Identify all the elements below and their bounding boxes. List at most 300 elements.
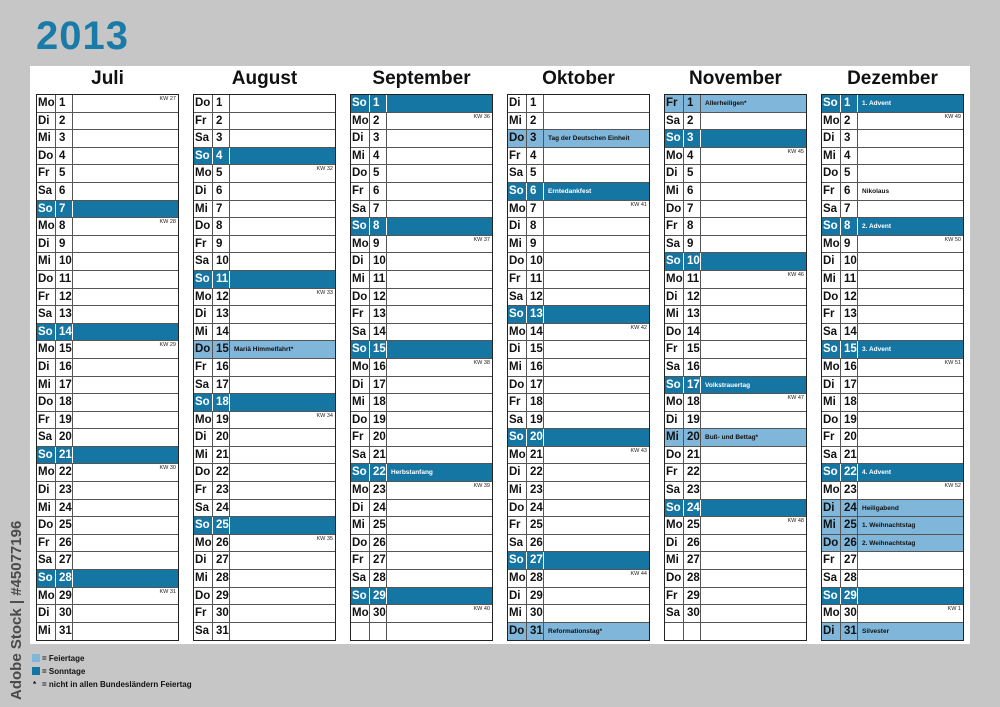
day-number: 30 (841, 605, 858, 622)
day-number: 30 (370, 605, 387, 622)
day-row (351, 359, 492, 377)
day-row (37, 148, 178, 166)
day-grid (350, 94, 493, 641)
weekday-label: Di (351, 500, 370, 517)
day-row (665, 552, 806, 570)
day-number: 9 (370, 236, 387, 253)
weekday-label: Di (37, 236, 56, 253)
weekday-label: Fr (508, 148, 527, 165)
weekday-label: So (822, 588, 841, 605)
day-row (508, 605, 649, 623)
day-number: 8 (841, 218, 858, 235)
day-number: 2 (841, 113, 858, 130)
weekday-label: So (37, 447, 56, 464)
day-number: 31 (213, 623, 230, 641)
legend-marker: * (33, 680, 37, 689)
weekday-label: Fr (822, 552, 841, 569)
day-number: 29 (56, 588, 73, 605)
week-number: KW 51 (944, 359, 961, 366)
weekday-label: Di (508, 95, 527, 112)
weekday-label: Do (665, 324, 684, 341)
weekday-label: So (508, 552, 527, 569)
day-row (665, 517, 806, 535)
day-number: 20 (684, 429, 701, 446)
weekday-label: Sa (37, 552, 56, 569)
day-row (665, 570, 806, 588)
day-number: 10 (56, 253, 73, 270)
day-number: 13 (56, 306, 73, 323)
weekday-label: Di (194, 429, 213, 446)
day-number: 1 (841, 95, 858, 112)
day-number: 28 (213, 570, 230, 587)
day-number: 5 (56, 165, 73, 182)
day-row (508, 289, 649, 307)
day-row (508, 570, 649, 588)
day-number (684, 623, 701, 641)
day-number: 28 (841, 570, 858, 587)
day-row (665, 236, 806, 254)
day-row (665, 306, 806, 324)
day-number: 5 (527, 165, 544, 182)
day-number: 4 (370, 148, 387, 165)
weekday-label: So (37, 324, 56, 341)
day-number: 6 (56, 183, 73, 200)
day-number: 19 (56, 412, 73, 429)
day-row (665, 412, 806, 430)
day-number: 21 (527, 447, 544, 464)
day-number: 12 (370, 289, 387, 306)
day-row (351, 623, 492, 641)
week-number: KW 43 (630, 447, 647, 454)
day-number: 18 (370, 394, 387, 411)
legend-label: = Feiertage (42, 654, 85, 663)
day-row (822, 306, 963, 324)
day-row (508, 517, 649, 535)
day-number: 14 (527, 324, 544, 341)
day-row (665, 289, 806, 307)
weekday-label: Fr (822, 429, 841, 446)
weekday-label: Di (37, 482, 56, 499)
weekday-label: Do (822, 412, 841, 429)
weekday-label: Fr (665, 341, 684, 358)
day-number: 16 (213, 359, 230, 376)
weekday-label: Mi (822, 271, 841, 288)
weekday-label: Fr (665, 218, 684, 235)
weekday-label: Do (194, 218, 213, 235)
weekday-label: Do (822, 535, 841, 552)
holiday-note: 3. Advent (862, 346, 892, 354)
day-row (37, 552, 178, 570)
day-row (37, 113, 178, 131)
day-number: 10 (684, 253, 701, 270)
day-row (665, 95, 806, 113)
day-number: 10 (527, 253, 544, 270)
day-grid (193, 94, 336, 641)
day-number: 1 (56, 95, 73, 112)
day-row (508, 464, 649, 482)
weekday-label: So (822, 95, 841, 112)
weekday-label: Sa (822, 324, 841, 341)
weekday-label: Mi (665, 183, 684, 200)
weekday-label: Di (822, 253, 841, 270)
day-number: 14 (56, 324, 73, 341)
day-number: 12 (213, 289, 230, 306)
holiday-note: Buß- und Bettag* (705, 434, 759, 442)
day-row (508, 130, 649, 148)
weekday-label: So (508, 183, 527, 200)
day-row (508, 377, 649, 395)
holiday-note: Reformationstag* (548, 627, 603, 635)
day-row (508, 588, 649, 606)
weekday-label: Mi (508, 359, 527, 376)
day-number: 19 (841, 412, 858, 429)
weekday-label: Do (665, 570, 684, 587)
weekday-label: Sa (822, 570, 841, 587)
weekday-label: Fr (37, 289, 56, 306)
day-row (37, 570, 178, 588)
weekday-label: Di (351, 253, 370, 270)
day-number: 6 (527, 183, 544, 200)
day-number: 21 (684, 447, 701, 464)
day-row (351, 447, 492, 465)
weekday-label: Mi (37, 130, 56, 147)
day-row (351, 95, 492, 113)
day-row (194, 130, 335, 148)
day-row (194, 271, 335, 289)
day-number: 9 (56, 236, 73, 253)
day-number: 29 (841, 588, 858, 605)
day-number: 23 (213, 482, 230, 499)
weekday-label: Sa (194, 377, 213, 394)
weekday-label: Mo (194, 289, 213, 306)
day-number: 26 (213, 535, 230, 552)
weekday-label (351, 623, 370, 641)
day-row (508, 253, 649, 271)
day-row (351, 218, 492, 236)
weekday-label: Sa (37, 306, 56, 323)
week-number: KW 41 (630, 201, 647, 208)
day-number: 26 (370, 535, 387, 552)
day-number: 30 (527, 605, 544, 622)
day-number: 17 (213, 377, 230, 394)
week-number: KW 48 (787, 518, 804, 525)
day-number: 1 (213, 95, 230, 112)
weekday-label: Mo (508, 447, 527, 464)
weekday-label: Sa (822, 447, 841, 464)
weekday-label: Do (822, 165, 841, 182)
day-number: 25 (370, 517, 387, 534)
day-number: 15 (370, 341, 387, 358)
weekday-label: Mo (37, 95, 56, 112)
day-row (665, 183, 806, 201)
day-number: 19 (370, 412, 387, 429)
day-number: 13 (841, 306, 858, 323)
day-number: 8 (213, 218, 230, 235)
day-row (665, 588, 806, 606)
weekday-label: Mo (37, 341, 56, 358)
day-row (822, 464, 963, 482)
weekday-label: Sa (351, 324, 370, 341)
day-number: 18 (684, 394, 701, 411)
day-number: 27 (527, 552, 544, 569)
weekday-label: Sa (665, 236, 684, 253)
day-row (822, 552, 963, 570)
day-number: 4 (56, 148, 73, 165)
weekday-label: Mo (508, 201, 527, 218)
day-row (194, 447, 335, 465)
weekday-label: Mi (665, 306, 684, 323)
week-number: KW 27 (159, 96, 176, 102)
day-number: 12 (527, 289, 544, 306)
weekday-label: Di (508, 588, 527, 605)
legend-item (32, 678, 192, 691)
day-row (37, 412, 178, 430)
day-row (351, 113, 492, 131)
day-number: 11 (841, 271, 858, 288)
day-row (194, 218, 335, 236)
day-number: 30 (684, 605, 701, 622)
weekday-label: Mi (508, 482, 527, 499)
weekday-label: Di (665, 535, 684, 552)
day-number: 4 (213, 148, 230, 165)
day-row (508, 535, 649, 553)
weekday-label: Di (351, 377, 370, 394)
month-name: September (372, 68, 471, 89)
weekday-label: Sa (351, 447, 370, 464)
day-number: 9 (684, 236, 701, 253)
weekday-label: Sa (351, 570, 370, 587)
day-row (194, 412, 335, 430)
weekday-label: Mi (37, 253, 56, 270)
day-number: 31 (56, 623, 73, 641)
day-row (37, 201, 178, 219)
day-row (194, 570, 335, 588)
legend-label: = nicht in allen Bundesländern Feiertag (42, 680, 192, 689)
day-row (665, 324, 806, 342)
weekday-label: Do (194, 341, 213, 358)
weekday-label: Mi (194, 447, 213, 464)
day-number: 15 (213, 341, 230, 358)
day-number: 2 (370, 113, 387, 130)
weekday-label: Mi (194, 201, 213, 218)
day-number: 19 (213, 412, 230, 429)
weekday-label: Mi (194, 570, 213, 587)
day-row (665, 113, 806, 131)
day-number: 1 (684, 95, 701, 112)
weekday-label: So (37, 570, 56, 587)
legend (32, 652, 192, 691)
day-number: 3 (841, 130, 858, 147)
week-number: KW 30 (159, 465, 176, 472)
legend-item (32, 665, 192, 678)
day-row (665, 218, 806, 236)
day-number: 20 (370, 429, 387, 446)
weekday-label: Sa (37, 183, 56, 200)
day-row (822, 130, 963, 148)
week-number: KW 39 (473, 483, 490, 490)
day-row (351, 394, 492, 412)
day-row (822, 95, 963, 113)
weekday-label: So (665, 377, 684, 394)
day-number: 12 (684, 289, 701, 306)
weekday-label: Di (822, 500, 841, 517)
day-number: 22 (841, 464, 858, 481)
day-number: 14 (370, 324, 387, 341)
day-row (822, 271, 963, 289)
weekday-label: So (194, 517, 213, 534)
day-row (37, 447, 178, 465)
day-row (351, 165, 492, 183)
day-number: 3 (684, 130, 701, 147)
weekday-label: Fr (508, 517, 527, 534)
month-name: Dezember (847, 68, 938, 89)
day-row (37, 165, 178, 183)
day-row (37, 377, 178, 395)
day-row (194, 324, 335, 342)
weekday-label: Sa (665, 605, 684, 622)
week-number: KW 35 (316, 535, 333, 542)
day-row (351, 289, 492, 307)
weekday-label: Mi (508, 236, 527, 253)
day-number: 26 (684, 535, 701, 552)
weekday-label: Mo (822, 236, 841, 253)
day-row (37, 517, 178, 535)
holiday-note: 4. Advent (862, 469, 892, 477)
day-number: 23 (684, 482, 701, 499)
day-number: 9 (527, 236, 544, 253)
weekday-label: So (351, 218, 370, 235)
day-number: 9 (213, 236, 230, 253)
day-row (351, 148, 492, 166)
day-row (194, 588, 335, 606)
day-row (37, 359, 178, 377)
day-number: 26 (527, 535, 544, 552)
day-number: 24 (684, 500, 701, 517)
weekday-label: Fr (351, 552, 370, 569)
day-number: 21 (370, 447, 387, 464)
holiday-note: Allerheiligen* (705, 100, 747, 107)
day-number: 29 (213, 588, 230, 605)
weekday-label: Mo (822, 113, 841, 130)
day-number: 17 (56, 377, 73, 394)
day-row (665, 447, 806, 465)
day-row (351, 500, 492, 518)
week-number: KW 42 (630, 324, 647, 331)
day-grid (664, 94, 807, 641)
day-row (508, 148, 649, 166)
day-row (37, 306, 178, 324)
day-row (508, 201, 649, 219)
day-row (37, 341, 178, 359)
day-row (822, 341, 963, 359)
day-number: 6 (841, 183, 858, 200)
weekday-label: Do (351, 412, 370, 429)
day-row (822, 289, 963, 307)
day-row (665, 429, 806, 447)
day-number: 18 (527, 394, 544, 411)
weekday-label: So (194, 148, 213, 165)
holiday-note: 1. Advent (862, 100, 892, 107)
weekday-label: Mi (822, 517, 841, 534)
day-row (822, 517, 963, 535)
day-number: 29 (684, 588, 701, 605)
day-number: 7 (684, 201, 701, 218)
day-number: 15 (527, 341, 544, 358)
watermark: Adobe Stock | #45077196 (8, 520, 25, 700)
day-number: 16 (527, 359, 544, 376)
day-row (194, 289, 335, 307)
week-number: KW 52 (944, 483, 961, 490)
weekday-label: Di (665, 412, 684, 429)
day-number: 3 (370, 130, 387, 147)
day-row (194, 201, 335, 219)
day-number: 4 (527, 148, 544, 165)
day-row (665, 535, 806, 553)
weekday-label: Sa (508, 535, 527, 552)
day-number: 7 (527, 201, 544, 218)
day-number: 16 (56, 359, 73, 376)
day-number: 14 (684, 324, 701, 341)
day-row (351, 130, 492, 148)
day-row (37, 218, 178, 236)
day-row (37, 623, 178, 641)
day-row (508, 482, 649, 500)
day-row (351, 482, 492, 500)
day-number: 3 (56, 130, 73, 147)
day-row (351, 183, 492, 201)
day-row (351, 429, 492, 447)
day-number: 6 (684, 183, 701, 200)
day-row (351, 377, 492, 395)
day-row (822, 412, 963, 430)
weekday-label: Do (194, 95, 213, 112)
day-row (665, 341, 806, 359)
weekday-label: Di (194, 306, 213, 323)
weekday-label: Mi (822, 394, 841, 411)
week-number: KW 45 (787, 148, 804, 155)
day-number: 24 (527, 500, 544, 517)
weekday-label: Fr (351, 183, 370, 200)
weekday-label: Mi (194, 324, 213, 341)
day-row (37, 605, 178, 623)
day-number: 15 (684, 341, 701, 358)
weekday-label: Do (822, 289, 841, 306)
holiday-note: Heiligabend (862, 504, 899, 512)
weekday-label: Do (351, 535, 370, 552)
day-row (508, 447, 649, 465)
day-row (822, 500, 963, 518)
weekday-label: Sa (194, 130, 213, 147)
day-number: 3 (527, 130, 544, 147)
week-number: KW 37 (473, 236, 490, 243)
day-row (194, 253, 335, 271)
holiday-note: Silvester (862, 627, 890, 635)
day-row (194, 95, 335, 113)
month-name: August (231, 68, 298, 89)
weekday-label: Sa (665, 482, 684, 499)
holiday-note: Tag der Deutschen Einheit (548, 135, 630, 143)
day-row (822, 113, 963, 131)
day-row (351, 236, 492, 254)
weekday-label: Di (822, 623, 841, 641)
day-row (508, 306, 649, 324)
weekday-label: So (822, 464, 841, 481)
day-row (665, 253, 806, 271)
day-number: 19 (684, 412, 701, 429)
day-number: 25 (841, 517, 858, 534)
weekday-label: Do (37, 148, 56, 165)
weekday-label: Di (37, 359, 56, 376)
